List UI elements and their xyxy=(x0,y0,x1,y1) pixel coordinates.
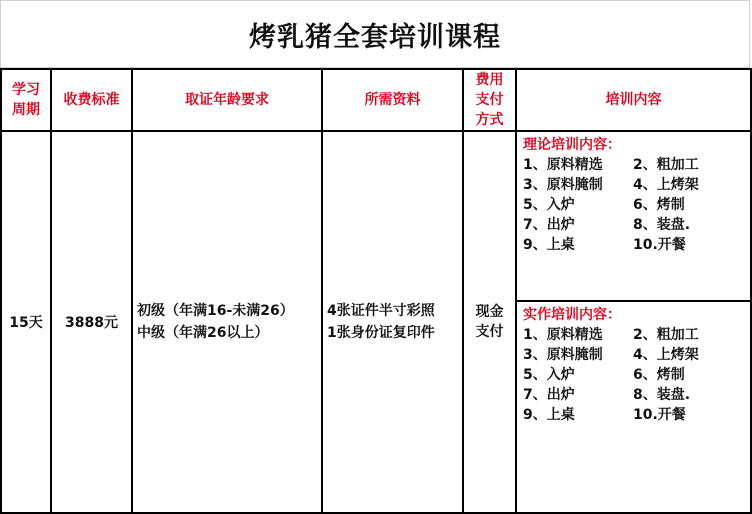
list-item: 1、原料精选 xyxy=(523,327,603,343)
practice-list xyxy=(523,325,750,425)
payment-cell xyxy=(463,131,516,513)
header-age-requirement: 取证年龄要求 xyxy=(132,69,322,131)
list-item: 5、入炉 xyxy=(523,197,575,213)
list-item: 8、装盘. xyxy=(633,387,691,403)
page-title: 烤乳猪全套培训课程 xyxy=(249,21,501,53)
theory-title: 理论培训内容： xyxy=(523,137,621,153)
list-item: 2、粗加工 xyxy=(633,157,699,173)
list-item: 3、原料腌制 xyxy=(523,347,603,363)
payment-value: 现金支付 xyxy=(475,304,504,340)
list-item: 6、烤制 xyxy=(633,197,685,213)
age-requirement-item: 中级（年满26以上） xyxy=(137,325,269,341)
list-item: 9、上桌 xyxy=(523,407,575,423)
course-table xyxy=(0,68,752,514)
header-payment-label: 费用支付方式 xyxy=(475,72,504,128)
list-item: 9、上桌 xyxy=(523,237,575,253)
period-cell: 15天 xyxy=(1,131,51,513)
age-requirements-cell xyxy=(132,131,322,513)
header-fee: 收费标准 xyxy=(51,69,132,131)
list-item: 8、装盘. xyxy=(633,217,691,233)
list-item: 3、原料腌制 xyxy=(523,177,603,193)
age-requirement-item: 初级（年满16-未满26） xyxy=(137,303,294,319)
materials-cell xyxy=(322,131,463,513)
list-item: 10.开餐 xyxy=(633,237,686,253)
header-period xyxy=(1,69,51,131)
list-item: 6、烤制 xyxy=(633,367,685,383)
material-item: 1张身份证复印件 xyxy=(327,325,435,341)
list-item: 5、入炉 xyxy=(523,367,575,383)
list-item: 1、原料精选 xyxy=(523,157,603,173)
list-item: 2、粗加工 xyxy=(633,327,699,343)
header-payment xyxy=(463,69,516,131)
list-item: 4、上烤架 xyxy=(633,177,699,193)
list-item: 7、出炉 xyxy=(523,387,575,403)
header-content: 培训内容 xyxy=(516,69,751,131)
list-item: 4、上烤架 xyxy=(633,347,699,363)
theory-block xyxy=(517,132,750,302)
fee-cell: 3888元 xyxy=(51,131,132,513)
practice-title: 实作培训内容： xyxy=(523,307,621,323)
header-period-label: 学习周期 xyxy=(12,82,40,118)
data-row xyxy=(1,131,751,513)
list-item: 10.开餐 xyxy=(633,407,686,423)
title-row xyxy=(0,0,750,68)
content-cell xyxy=(516,131,751,513)
list-item: 7、出炉 xyxy=(523,217,575,233)
theory-list xyxy=(523,155,750,255)
header-materials: 所需资料 xyxy=(322,69,463,131)
header-row xyxy=(1,69,751,131)
practice-block xyxy=(517,302,750,502)
material-item: 4张证件半寸彩照 xyxy=(327,303,435,319)
